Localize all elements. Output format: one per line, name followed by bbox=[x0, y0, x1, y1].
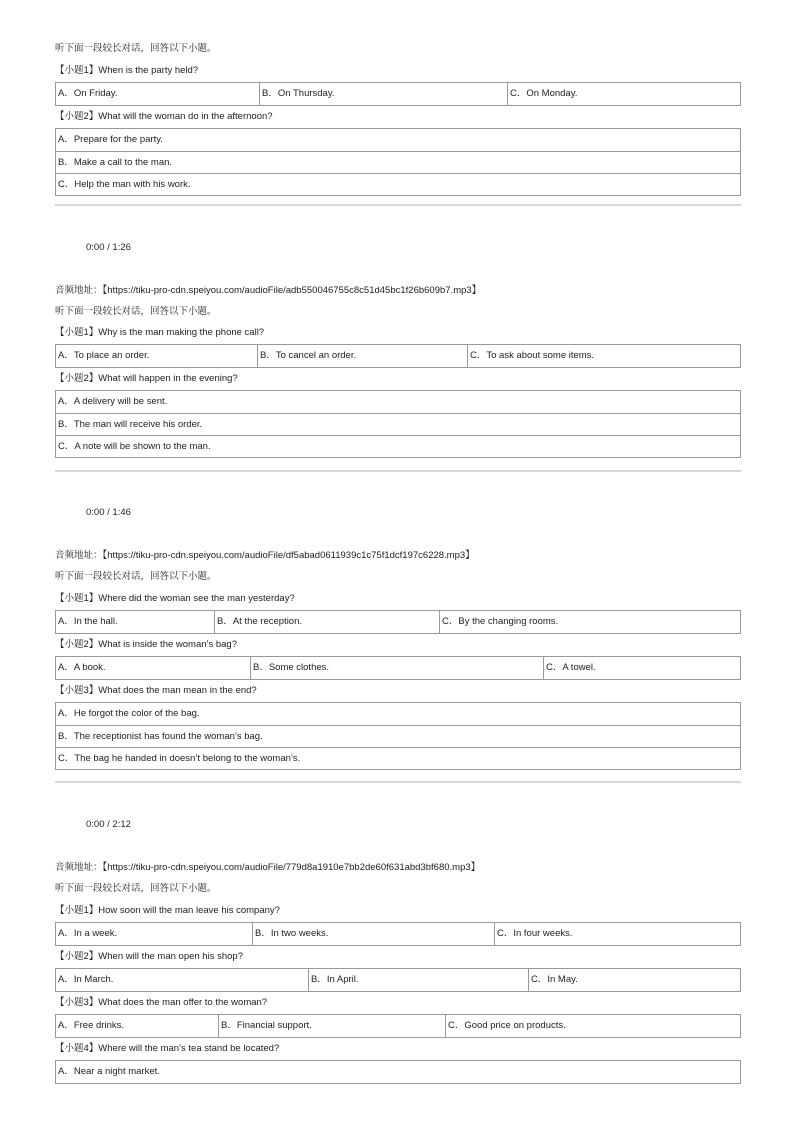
section-divider bbox=[55, 204, 741, 206]
question-prompt: 【小题2】What will happen in the evening? bbox=[55, 373, 238, 384]
audio-url-link[interactable]: 【https://tiku-pro-cdn.speiyou.com/audioFile/adb550046755c8c51d45bc1f26b609b7.mp3】 bbox=[102, 285, 482, 296]
option-c: C．In four weeks. bbox=[494, 923, 740, 945]
question-prompt: 【小题2】When will the man open his shop? bbox=[55, 951, 243, 962]
options-table bbox=[55, 702, 741, 770]
option-b: B．The man will receive his order. bbox=[58, 419, 203, 430]
question-prompt: 【小题1】When is the party held? bbox=[55, 65, 199, 76]
option-c: C．Good price on products. bbox=[445, 1015, 740, 1037]
audio-url bbox=[55, 861, 480, 875]
question-prompt: 【小题2】What will the woman do in the afternoon? bbox=[55, 111, 273, 122]
options-table bbox=[55, 344, 741, 368]
options-table bbox=[55, 968, 741, 992]
option-a: A．On Friday. bbox=[58, 88, 118, 99]
section-intro: 听下面一段较长对话，回答以下小题。 bbox=[55, 571, 217, 582]
option-c: C．By the changing rooms. bbox=[439, 611, 740, 633]
option-a: A．A book. bbox=[58, 662, 106, 673]
options-row bbox=[56, 83, 740, 105]
options-table bbox=[55, 390, 741, 458]
audio-player-time[interactable]: 0:00 / 2:12 bbox=[86, 819, 131, 830]
option-a: A．In the hall. bbox=[58, 616, 118, 627]
options-row bbox=[56, 969, 740, 991]
section-divider bbox=[55, 781, 741, 783]
question-prompt: 【小题1】Why is the man making the phone call? bbox=[55, 327, 265, 338]
options-row bbox=[56, 611, 740, 633]
audio-url bbox=[55, 284, 481, 298]
options-row bbox=[56, 435, 740, 457]
options-row bbox=[56, 923, 740, 945]
option-c: C．To ask about some items. bbox=[467, 345, 740, 367]
audio-url-link[interactable]: 【https://tiku-pro-cdn.speiyou.com/audioFile/df5abad0611939c1c75f1dcf197c6228.mp3】 bbox=[102, 550, 475, 561]
option-b: B．To cancel an order. bbox=[257, 345, 467, 367]
option-c: C．In May. bbox=[528, 969, 740, 991]
options-row bbox=[56, 345, 740, 367]
options-row bbox=[56, 747, 740, 769]
audio-url-label: 音频地址： bbox=[55, 550, 103, 561]
section-intro: 听下面一段较长对话，回答以下小题。 bbox=[55, 883, 217, 894]
question-prompt: 【小题3】What does the man mean in the end? bbox=[55, 685, 257, 696]
section-intro: 听下面一段较长对话，回答以下小题。 bbox=[55, 306, 217, 317]
option-b: B．The receptionist has found the woman’s bag. bbox=[58, 731, 263, 742]
options-row bbox=[56, 657, 740, 679]
options-row bbox=[56, 1015, 740, 1037]
options-table bbox=[55, 656, 741, 680]
options-row bbox=[56, 391, 740, 413]
option-c: C．A towel. bbox=[543, 657, 740, 679]
options-table bbox=[55, 128, 741, 196]
options-table bbox=[55, 1060, 741, 1084]
option-b: B．At the reception. bbox=[214, 611, 439, 633]
option-a: A．In March. bbox=[58, 974, 114, 985]
option-b: B．In two weeks. bbox=[252, 923, 494, 945]
option-b: B．Financial support. bbox=[218, 1015, 445, 1037]
question-prompt: 【小题2】What is inside the woman’s bag? bbox=[55, 639, 237, 650]
audio-url bbox=[55, 549, 475, 563]
option-c: C．The bag he handed in doesn’t belong to the woman’s. bbox=[58, 753, 301, 764]
option-a: A．Free drinks. bbox=[58, 1020, 124, 1031]
options-row bbox=[56, 129, 740, 151]
question-prompt: 【小题4】Where will the man’s tea stand be located? bbox=[55, 1043, 280, 1054]
option-b: B．In April. bbox=[308, 969, 528, 991]
options-row bbox=[56, 173, 740, 195]
option-b: B．On Thursday. bbox=[259, 83, 507, 105]
option-b: B．Make a call to the man. bbox=[58, 157, 173, 168]
audio-url-label: 音频地址： bbox=[55, 862, 103, 873]
option-c: C．Help the man with his work. bbox=[58, 179, 191, 190]
options-table bbox=[55, 610, 741, 634]
option-a: A．To place an order. bbox=[58, 350, 150, 361]
options-table bbox=[55, 1014, 741, 1038]
question-prompt: 【小题3】What does the man offer to the woman? bbox=[55, 997, 268, 1008]
option-a: A．A delivery will be sent. bbox=[58, 396, 168, 407]
audio-url-link[interactable]: 【https://tiku-pro-cdn.speiyou.com/audioFile/779d8a1910e7bb2de60f631abd3bf680.mp3】 bbox=[102, 862, 481, 873]
option-a: A．He forgot the color of the bag. bbox=[58, 708, 200, 719]
option-b: B．Some clothes. bbox=[250, 657, 543, 679]
option-c: C．On Monday. bbox=[507, 83, 740, 105]
audio-url-label: 音频地址： bbox=[55, 285, 103, 296]
section-divider bbox=[55, 470, 741, 472]
options-row bbox=[56, 703, 740, 725]
option-a: A．In a week. bbox=[58, 928, 118, 939]
options-table bbox=[55, 922, 741, 946]
option-c: C．A note will be shown to the man. bbox=[58, 441, 211, 452]
option-a: A．Prepare for the party. bbox=[58, 134, 163, 145]
section-intro: 听下面一段较长对话，回答以下小题。 bbox=[55, 43, 217, 54]
options-row bbox=[56, 413, 740, 435]
audio-player-time[interactable]: 0:00 / 1:26 bbox=[86, 242, 131, 253]
options-row bbox=[56, 151, 740, 173]
option-a: A．Near a night market. bbox=[58, 1066, 160, 1077]
question-prompt: 【小题1】Where did the woman see the man yesterday? bbox=[55, 593, 295, 604]
options-row bbox=[56, 1061, 740, 1083]
options-table bbox=[55, 82, 741, 106]
options-row bbox=[56, 725, 740, 747]
question-prompt: 【小题1】How soon will the man leave his company? bbox=[55, 905, 280, 916]
audio-player-time[interactable]: 0:00 / 1:46 bbox=[86, 507, 131, 518]
